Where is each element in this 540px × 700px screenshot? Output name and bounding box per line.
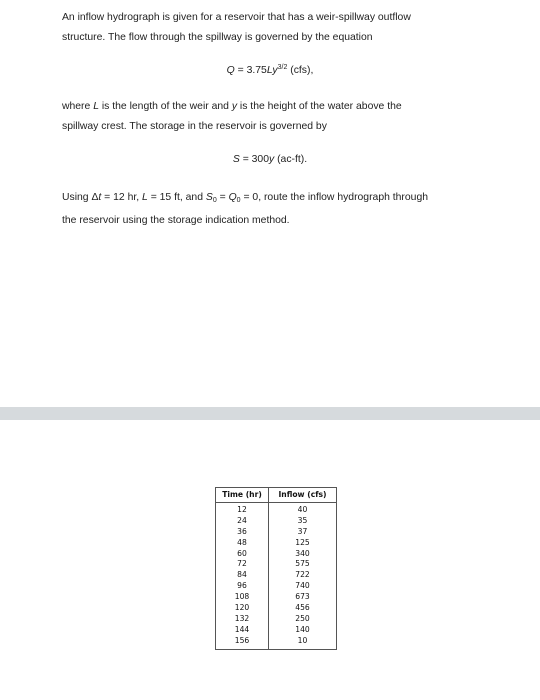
inflow-cell: 740: [295, 581, 310, 591]
eq2-unit: (ac-ft).: [274, 154, 308, 165]
time-cell: 132: [234, 613, 250, 623]
inflow-cell: 722: [295, 570, 310, 580]
p2-y: y: [231, 101, 238, 112]
inflow-cell: 35: [297, 515, 308, 525]
p3-l: L: [142, 192, 148, 203]
paragraph-3-line-1: [62, 188, 482, 211]
header-inflow: Inflow (cfs): [278, 490, 327, 499]
time-cell: 120: [234, 603, 250, 613]
section-divider-band: [0, 407, 540, 420]
paragraph-1-line-2: structure. The flow through the spillway is governed by the equation: [62, 32, 373, 43]
inflow-cell: 456: [295, 603, 310, 613]
inflow-cell: 40: [297, 505, 308, 514]
eq1-exponent: 3/2: [277, 64, 288, 71]
inflow-cell: 673: [295, 592, 310, 602]
p3-t: t: [98, 192, 102, 203]
p2-l: L: [93, 101, 99, 112]
inflow-cell: 37: [297, 526, 308, 536]
p3-d: , route the inflow hydrograph through: [258, 192, 429, 203]
eq1-unit: (cfs),: [287, 65, 314, 76]
time-column: [216, 503, 269, 649]
paragraph-2-line-2: spillway crest. The storage in the reservoir is governed by: [62, 121, 327, 132]
time-cell: 60: [237, 548, 247, 558]
p2-end: is the height of the water above the: [237, 101, 402, 112]
time-cell: 12: [237, 505, 247, 514]
time-cell: 24: [237, 515, 247, 525]
problem-paragraph-2: [62, 97, 482, 137]
paragraph-2-line-1: [62, 97, 482, 117]
table-header-row: [216, 488, 336, 503]
paragraph-3-line-2: the reservoir using the storage indication method.: [62, 215, 290, 226]
p3-s-sub: 0: [212, 197, 217, 204]
problem-paragraph-1: [62, 8, 482, 48]
storage-equation: [0, 154, 540, 165]
time-cell: 144: [234, 624, 250, 634]
eq2-coefficient: = 300: [239, 154, 269, 165]
time-cell: 48: [237, 537, 247, 547]
inflow-cell: 575: [295, 559, 310, 569]
p3-q-sub: 0: [236, 197, 241, 204]
p3-eq: =: [216, 192, 229, 203]
eq1-coefficient: = 3.75: [234, 65, 267, 76]
p2-mid: is the length of the weir and: [98, 101, 232, 112]
p2-where: where: [62, 101, 94, 112]
time-cell: 72: [237, 559, 247, 569]
eq1-q: Q: [226, 65, 235, 76]
eq1-l: L: [266, 65, 273, 76]
p3-c: = 15 ft, and: [147, 192, 206, 203]
p3-q: Q: [228, 192, 237, 203]
p3-a: Using Δ: [62, 192, 99, 203]
table-body: [216, 503, 336, 649]
inflow-cell: 125: [295, 537, 310, 547]
inflow-cell: 140: [295, 624, 310, 634]
problem-paragraph-3: [62, 188, 482, 231]
p3-s: S: [205, 192, 213, 203]
header-time: Time (hr): [216, 488, 269, 502]
eq2-y: y: [269, 154, 275, 165]
inflow-cell: 250: [295, 613, 310, 623]
paragraph-1-line-1: An inflow hydrograph is given for a reservoir that has a weir-spillway outflow: [62, 12, 411, 23]
inflow-cell: 340: [295, 548, 310, 558]
p3-b: = 12 hr,: [101, 192, 143, 203]
time-cell: 36: [237, 526, 247, 536]
time-cell: 156: [234, 635, 250, 645]
time-cell: 108: [234, 592, 250, 602]
time-cell: 84: [237, 570, 247, 580]
inflow-column: [269, 503, 336, 649]
inflow-cell: 10: [297, 635, 308, 645]
p3-zero: = 0: [240, 192, 259, 203]
time-cell: 96: [237, 581, 247, 591]
eq2-s: S: [232, 154, 240, 165]
inflow-hydrograph-table: [215, 487, 337, 650]
eq1-y: y: [272, 65, 278, 76]
spillway-equation: [0, 64, 540, 76]
